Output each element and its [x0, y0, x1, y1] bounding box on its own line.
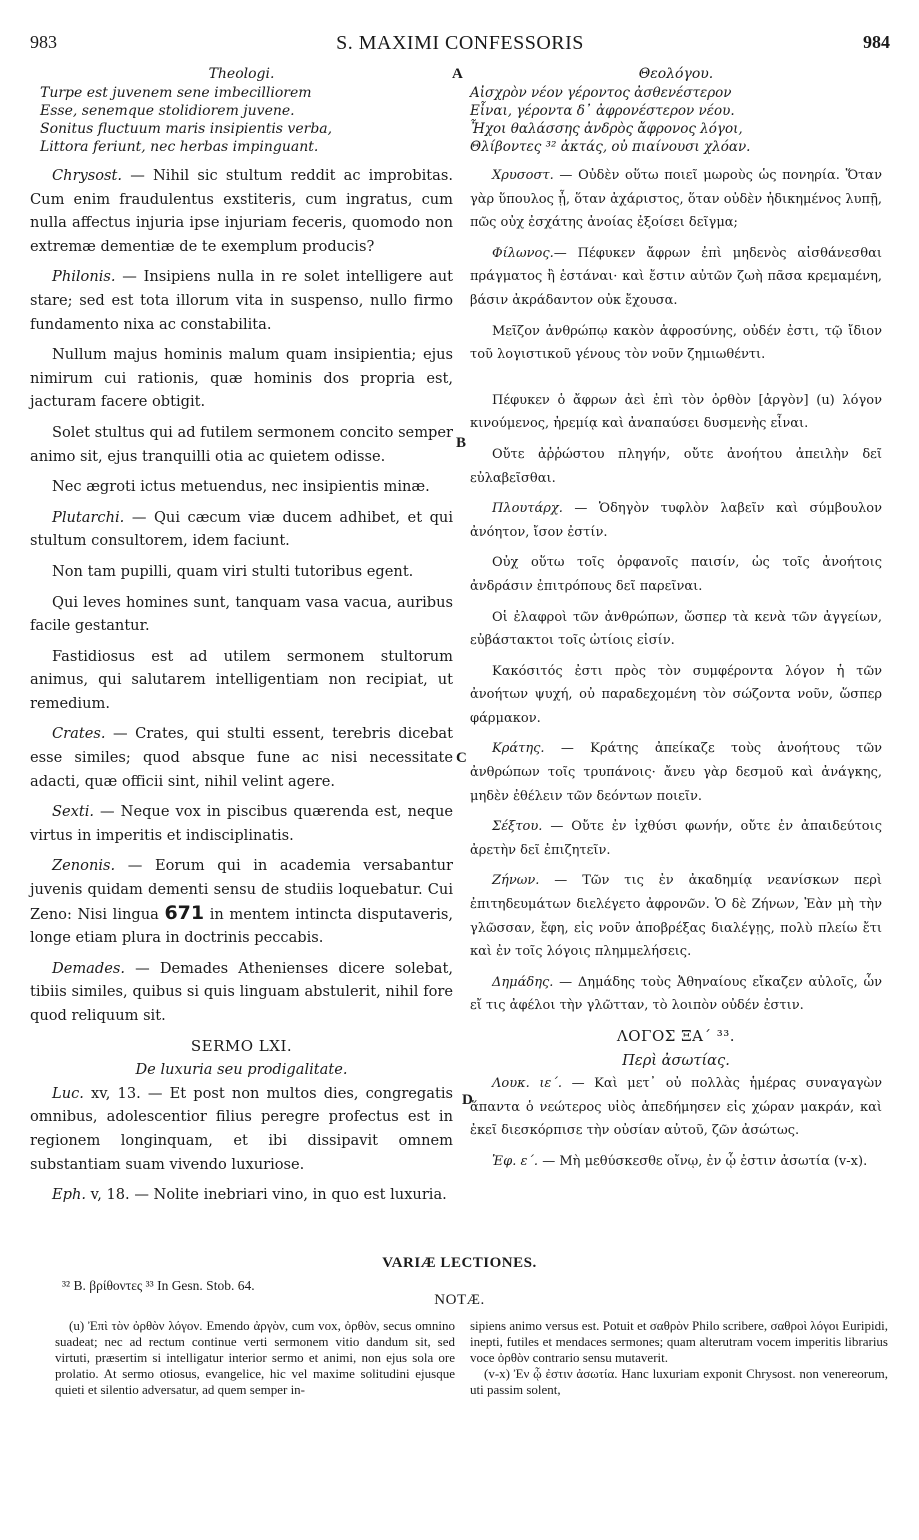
paragraph: Philonis. — Insipiens nulla in re solet intelligere aut stare; sed est tota illorum vita in suspenso, nullo firmo fundamento nixa ac constabilita.	[30, 268, 453, 333]
verse-line: Αἰσχρὸν νέον γέροντος ἀσθενέστερον	[470, 85, 732, 101]
attribution: Eph.	[52, 1186, 87, 1204]
verse-line: Esse, senemque stolidiorem juvene.	[40, 103, 295, 119]
page-number-right: 984	[863, 32, 890, 52]
attribution: Sexti.	[52, 803, 95, 821]
paragraph: Οὔτε ἀῤῥώστου πληγήν, οὔτε ἀνοήτου ἀπειλὴν δεῖ εὐλαβεῖσθαι.	[470, 446, 882, 486]
paragraph: Κακόσιτός ἐστι πρὸς τὸν συμφέροντα λόγον ἡ τῶν ἀνοήτων ψυχή, οὐ παραδεχομένη τὸν σώζοντα νοῦν, ὥσπερ φάρμακον.	[470, 663, 882, 726]
paragraph: Πλουτάρχ. — Ὁδηγὸν τυφλὸν λαβεῖν καὶ σύμβουλον ἀνόητον, ἴσον ἐστίν.	[470, 501, 882, 540]
paragraph: Zenonis. — Eorum qui in academia versabantur juvenis quidam dementi sensu de studiis loquebatur. Cui Zeno: Nisi lingua 671 in mentem intincta disputaveris, longe etiam plura in doctrinis peccabis.	[30, 857, 453, 947]
margin-marker-d: D	[462, 1092, 473, 1108]
paragraph: Crates. — Crates, qui stulti essent, terebris dicebat esse similes; quod absque fune ac nisi necessitate adacti, quæ officii sint, nihil velint agere.	[30, 725, 453, 790]
paragraph: Χρυσοστ. — Οὐδὲν οὕτω ποιεῖ μωροὺς ὡς πονηρία. Ὅταν γὰρ ὕπουλος ᾖ, ὅταν ἀχάριστος, ὅταν οὐδὲν ἠδικημένος λυπῇ, πῶς οὐχ ἐσχάτης ἀνοίας ἐξοίσει δεῖγμα;	[470, 168, 882, 231]
paragraph: Demades. — Demades Athenienses dicere solebat, tibiis similes, quibus si quis linguam abstulerit, nihil fore quod reliquum sit.	[30, 959, 453, 1024]
attribution: Ἐφ. ε΄.	[492, 1153, 539, 1169]
paragraph: Πέφυκεν ὁ ἄφρων ἀεὶ ἐπὶ τὸν ὀρθὸν [ἀργὸν] (u) λόγον κινούμενος, ἠρεμίᾳ καὶ ἀναπαύσει δυσμενὴς εἶναι.	[470, 392, 882, 432]
attribution: Luc.	[52, 1084, 84, 1102]
attribution: Σέξτου.	[492, 819, 543, 835]
attribution: Ζήνων.	[492, 873, 540, 889]
paragraph: Nec ægroti ictus metuendus, nec insipientis minæ.	[52, 478, 430, 496]
paragraph: Σέξτου. — Οὔτε ἐν ἰχθύσι φωνήν, οὔτε ἐν ἀπαιδεύτοις ἀρετὴν δεῖ ἐπιζητεῖν.	[470, 819, 882, 858]
verse-line: Littora feriunt, nec herbas impinguant.	[40, 139, 319, 155]
verse-line: Εἶναι, γέροντα δ᾽ ἀφρονέστερον νέου.	[470, 103, 735, 119]
verse-line: Turpe est juvenem sene imbecilliorem	[40, 85, 312, 101]
variae-lectiones-heading: VARIÆ LECTIONES.	[382, 1255, 537, 1271]
sermon-heading: ΛΟΓΟΣ ΞΑ΄ ³³.	[616, 1027, 736, 1045]
paragraph: Eph. v, 18. — Nolite inebriari vino, in quo est luxuria.	[52, 1186, 447, 1204]
attribution: Κράτης.	[492, 741, 545, 757]
paragraph: Λουκ. ιε΄. — Καὶ μετ᾽ οὐ πολλὰς ἡμέρας συναγαγὼν ἅπαντα ὁ νεώτερος υἱὸς ἀπεδήμησεν εἰς χώραν μακράν, καὶ ἐκεῖ διεσκόρπισε τὴν οὐσίαν αὐτοῦ, ζῶν ἀσώτως.	[470, 1076, 882, 1139]
paragraph: Δημάδης. — Δημάδης τοὺς Ἀθηναίους εἴκαζεν αὐλοῖς, ὧν εἴ τις ἀφέλοι τὴν γλῶτταν, τὸ λοιπὸν οὐδέν ἐστιν.	[470, 974, 882, 1014]
paragraph: Fastidiosus est ad utilem sermonem stultorum animus, qui salutarem intelligentiam non recipiat, ut remedium.	[30, 647, 453, 712]
attribution: Crates.	[52, 725, 106, 743]
paragraph: Ζήνων. — Τῶν τις ἐν ἀκαδημίᾳ νεανίσκων περὶ ἐπιτηδευμάτων διελέγετο ἀφρονῶν. Ὁ δὲ Ζήνων, Ἐὰν μὴ τὴν γλῶσσαν, ἔφη, εἰς νοῦν ἀποβρέξας διαλέγῃς, πολὺ πλείω ἔτι καὶ ἐν τοῖς λόγοις πλημμελήσεις.	[470, 873, 882, 960]
margin-marker-b: B	[456, 435, 467, 451]
page-title: S. MAXIMI CONFESSORIS	[336, 32, 584, 54]
paragraph: Solet stultus qui ad futilem sermonem concito semper animo sit, ejus tranquilli otia ac quietem odisse.	[30, 423, 453, 465]
sermon-subtitle: Περὶ ἀσωτίας.	[622, 1051, 730, 1069]
note-item: (v-x) Ἐν ᾧ ἐστιν ἀσωτία. Hanc luxuriam exponit Chrysost. non venereorum, uti passim solent,	[470, 1366, 888, 1397]
paragraph: Plutarchi. — Qui cæcum viæ ducem adhibet, et qui stultum consultorem, idem faciunt.	[30, 508, 453, 550]
paragraph: Μεῖζον ἀνθρώπῳ κακὸν ἀφροσύνης, οὐδέν ἐστι, τῷ ἴδιον τοῦ λογιστικοῦ γένους τὸν νοῦν ζημιωθέντι.	[470, 323, 882, 363]
note-right	[470, 1318, 888, 1398]
paragraph: Chrysost. — Nihil sic stultum reddit ac improbitas. Cum enim fraudulentus exstiteris, cum ingratus, cum nulla affectus injuria ipse injuriam feceris, quomodo non extremæ dementiæ de te exemplum producis?	[30, 167, 453, 255]
paragraph: Luc. xv, 13. — Et post non multos dies, congregatis omnibus, adolescentior filius peregre profectus est in regionem longinquam, et ibi dissipavit omnem substantiam suam vivendo luxuriose.	[30, 1084, 453, 1173]
attribution: Φίλωνος.	[492, 245, 554, 261]
column-number: 671	[164, 901, 205, 924]
attribution: Πλουτάρχ.	[492, 501, 563, 517]
attribution: Chrysost.	[52, 167, 123, 184]
attribution: Δημάδης.	[492, 974, 554, 990]
margin-marker-a: A	[452, 66, 463, 82]
section-heading: Θεολόγου.	[638, 66, 714, 82]
note-continuation: sipiens animo versus est. Potuit et σαθρὸν Philo scribere, σαθροὶ λόγοι Euripidi, inepti, futiles et mendaces sermones; quam alterutram vocem imperitis librarius voce ὀρθὸν contrario sensu mutaverit.	[470, 1318, 888, 1365]
verse-line: Sonitus fluctuum maris insipientis verba,	[40, 121, 333, 137]
attribution: Demades.	[52, 959, 125, 977]
verse-line: Ἦχοι θαλάσσης ἀνδρὸς ἄφρονος λόγοι,	[470, 121, 743, 137]
running-header	[30, 32, 890, 62]
paragraph: Ἐφ. ε΄. — Μὴ μεθύσκεσθε οἴνῳ, ἐν ᾧ ἐστιν ἀσωτία (v-x).	[492, 1153, 868, 1169]
paragraph: Οὐχ οὕτω τοῖς ὀρφανοῖς παισίν, ὡς τοῖς ἀνοήτοις ἀνδράσιν ἐπιτρόπους δεῖ παρεῖναι.	[470, 555, 882, 594]
greek-column	[470, 62, 882, 1181]
paragraph: Sexti. — Neque vox in piscibus quærenda est, neque virtus in imperitis et indisciplinatis.	[30, 803, 453, 844]
attribution: Zenonis.	[52, 857, 116, 875]
attribution: Philonis.	[52, 268, 116, 286]
paragraph: Qui leves homines sunt, tanquam vasa vacua, auribus facile gestantur.	[30, 593, 453, 635]
paragraph: Nullum majus hominis malum quam insipientia; ejus nimirum cui rationis, quæ hominis dos propria est, jacturam facere obtigit.	[30, 346, 453, 411]
notae-heading: NOTÆ.	[434, 1292, 485, 1308]
paragraph: Φίλωνος.— Πέφυκεν ἄφρων ἐπὶ μηδενὸς αἰσθάνεσθαι πράγματος ἢ ἑστάναι· καὶ ἔστιν αὐτῶν ζωὴ πᾶσα κρεμαμένη, βάσιν ἀκράδαντον οὐκ ἔχουσα.	[470, 245, 882, 308]
sermon-heading: SERMO LXI.	[190, 1036, 293, 1055]
variant-readings: ³² B. βρίθοντες ³³ In Gesn. Stob. 64.	[62, 1278, 255, 1293]
verse-line: Θλίβοντες ³² ἀκτάς, οὐ πιαίνουσι χλόαν.	[470, 139, 751, 155]
page-number-left: 983	[30, 32, 57, 52]
margin-marker-c: C	[456, 750, 467, 766]
paragraph: Non tam pupilli, quam viri stulti tutoribus egent.	[52, 562, 414, 580]
paragraph: Κράτης. — Κράτης ἀπείκαζε τοὺς ἀνοήτους τῶν ἀνθρώπων τοῖς τρυπάνοις· ἄνευ γὰρ δεσμοῦ καὶ ἀνάγκης, μηδὲν ἐθέλειν τῶν δεόντων ποιεῖν.	[470, 741, 882, 804]
paragraph: Οἱ ἐλαφροὶ τῶν ἀνθρώπων, ὥσπερ τὰ κενὰ τῶν ἀγγείων, εὐβάστακτοι τοῖς ὠτίοις εἰσίν.	[470, 609, 882, 649]
attribution: Plutarchi.	[52, 508, 125, 526]
sermon-subtitle: De luxuria seu prodigalitate.	[135, 1061, 348, 1079]
latin-column	[30, 62, 453, 1214]
attribution: Χρυσοστ.	[492, 168, 554, 183]
section-heading: Theologi.	[208, 66, 275, 82]
note-left: (u) Ἐπὶ τὸν ὀρθὸν λόγον. Emendo ἀργὸν, cum vox, ὀρθὸν, secus omnino suadeat; nec ad rectum continue verti sermonem vitio dandum sit, sed virtuti, præsertim si intelligatur interior sermo et animi, non ejus sola ore prolatio. At sermo otiosus, evangelice, hic vel maxime solitudini ejusque quieti et silentio adversatur, ad quem semper in-	[55, 1318, 455, 1397]
attribution: Λουκ. ιε΄.	[492, 1076, 563, 1092]
